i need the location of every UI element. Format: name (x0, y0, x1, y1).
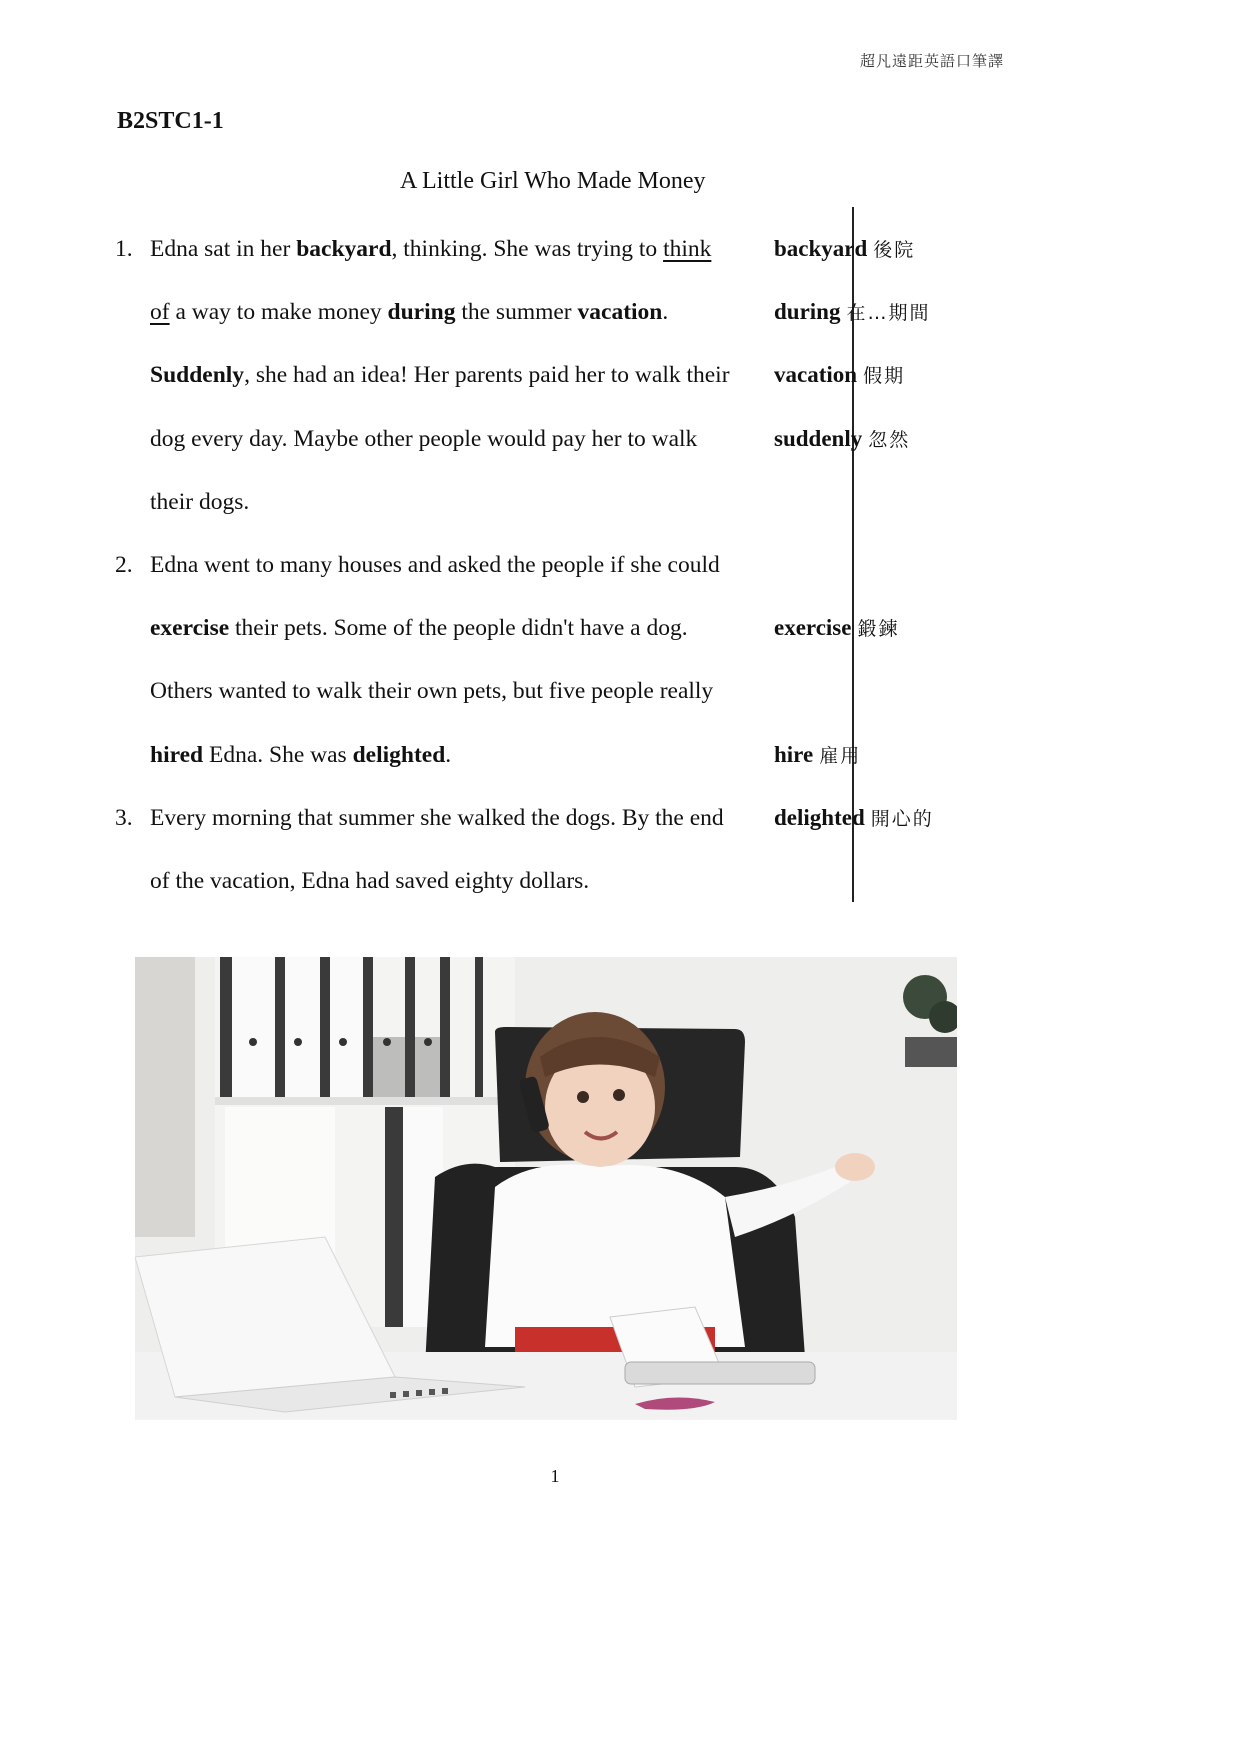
vocab-term: exercise (150, 615, 230, 642)
vocab-term: backyard (296, 236, 392, 262)
vocab-entry (774, 613, 899, 644)
paragraph-number: 1. (115, 236, 133, 262)
vocab-english: delighted (774, 804, 865, 830)
story-line (150, 740, 451, 770)
vocab-english: suddenly (774, 425, 863, 451)
text-segment: . (445, 741, 452, 768)
text-segment: of the vacation, Edna had saved eighty dollars. (150, 868, 590, 894)
vocab-entry (774, 297, 931, 328)
vocab-chinese: 假期 (863, 365, 906, 388)
vocab-chinese: 鍛鍊 (857, 618, 900, 641)
text-segment: their pets. Some of the people didn't have a dog. (229, 615, 688, 642)
text-segment: . (662, 299, 669, 326)
vocab-entry (774, 360, 905, 391)
vocab-chinese: 雇用 (819, 744, 862, 767)
story-title: A Little Girl Who Made Money (400, 168, 706, 194)
story-line (150, 297, 668, 327)
vocab-english: vacation (774, 362, 858, 388)
text-segment: the summer (455, 299, 578, 326)
story-line (150, 550, 720, 580)
story-line (150, 424, 697, 454)
vocab-term: delighted (352, 741, 446, 768)
vocab-chinese: 在…期間 (846, 302, 931, 325)
vocab-english: hire (774, 741, 814, 767)
text-segment: think (663, 236, 712, 262)
story-line (150, 487, 249, 517)
text-segment: , thinking. She was trying to (391, 236, 664, 262)
story-line (150, 360, 730, 390)
story-line (150, 613, 688, 643)
paragraph-number: 3. (115, 804, 133, 831)
text-segment: of (150, 299, 170, 326)
paragraph-number: 2. (115, 552, 133, 578)
story-line (150, 234, 711, 264)
vocab-entry (774, 740, 861, 771)
vocab-entry (774, 803, 934, 834)
text-segment: Others wanted to walk their own pets, but five people really (150, 678, 714, 705)
text-segment: a way to make money (169, 299, 388, 326)
story-photo (135, 957, 957, 1420)
vocab-term: hired (150, 741, 204, 768)
vocab-term: vacation (577, 299, 663, 326)
vocab-chinese: 開心的 (870, 807, 934, 830)
girl-office-illustration (135, 957, 957, 1420)
vocab-entry (774, 424, 910, 455)
vocab-chinese: 後院 (873, 239, 916, 261)
story-line (150, 866, 589, 896)
vocab-term: Suddenly (150, 362, 245, 389)
text-segment: Every morning that summer she walked the dogs. By the end (150, 804, 724, 831)
text-segment: , she had an idea! Her parents paid her to walk their (244, 362, 730, 389)
header-institution: 超凡遠距英語口筆譯 (860, 52, 1005, 70)
document-code: B2STC1-1 (117, 108, 224, 134)
vocab-english: backyard (774, 236, 868, 261)
vocab-english: exercise (774, 615, 852, 641)
text-segment: their dogs. (150, 488, 250, 515)
text-segment: Edna. She was (203, 741, 353, 768)
vocab-english: during (774, 299, 841, 325)
vocab-entry (774, 234, 915, 265)
text-segment: Edna went to many houses and asked the people if she could (150, 552, 720, 578)
text-segment: Edna sat in her (150, 236, 297, 262)
story-line (150, 803, 724, 833)
story-line (150, 676, 713, 706)
vocab-chinese: 忽然 (868, 428, 911, 451)
text-segment: dog every day. Maybe other people would pay her to walk (150, 425, 698, 452)
page-number: 1 (550, 1466, 560, 1486)
vocab-term: during (387, 299, 456, 326)
